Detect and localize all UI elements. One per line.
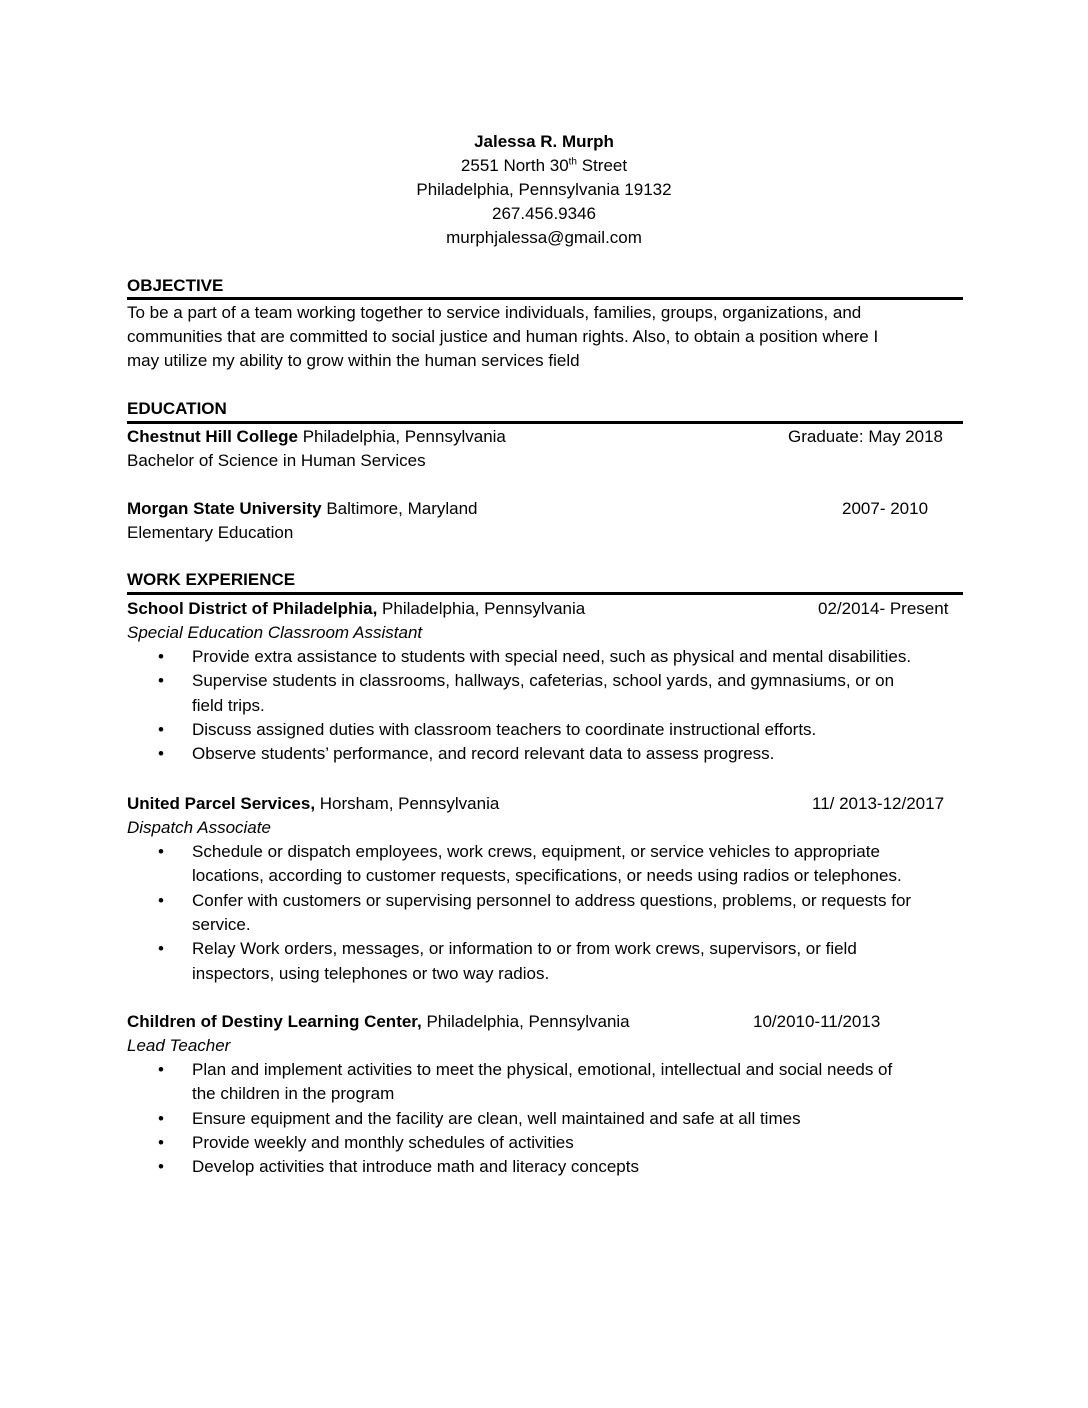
job-duty-line: field trips.: [192, 695, 265, 715]
objective-line: communities that are committed to social justice and human rights. Also, to obtain a position where I: [127, 327, 879, 346]
job-duty-line: Develop activities that introduce math and literacy concepts: [192, 1157, 639, 1177]
email: murphjalessa@gmail.com: [446, 228, 642, 247]
objective-heading: OBJECTIVE: [127, 276, 224, 295]
job-employer-line: [127, 598, 585, 620]
bullet-icon: •: [158, 1157, 164, 1177]
bullet-icon: •: [158, 719, 164, 739]
job-employer-line: [127, 793, 499, 815]
employer-name: Children of Destiny Learning Center,: [127, 1012, 422, 1031]
bullet-icon: •: [158, 671, 164, 691]
bullet-icon: •: [158, 1132, 164, 1152]
bullet-icon: •: [158, 647, 164, 666]
bullet-icon: •: [158, 744, 164, 764]
job-duty-line: Ensure equipment and the facility are clean, well maintained and safe at all times: [192, 1108, 801, 1128]
candidate-name: Jalessa R. Murph: [474, 132, 614, 151]
job-duty-line: Confer with customers or supervising personnel to address questions, problems, or requests for: [192, 890, 912, 910]
employer-location: Horsham, Pennsylvania: [315, 794, 500, 813]
employer-name: United Parcel Services,: [127, 794, 316, 813]
education-degree: Elementary Education: [127, 523, 294, 542]
job-duty-line: Relay Work orders, messages, or information to or from work crews, supervisors, or field: [192, 939, 857, 959]
employer-location: Philadelphia, Pennsylvania: [377, 599, 586, 618]
school-name: Chestnut Hill College: [127, 427, 298, 446]
job-dates: 02/2014- Present: [818, 599, 949, 618]
job-duty-line: Supervise students in classrooms, hallways, cafeterias, school yards, and gymnasiums, or on: [192, 671, 895, 691]
street-address: [0, 155, 1088, 177]
job-duty-line: inspectors, using telephones or two way radios.: [192, 963, 550, 983]
bullet-icon: •: [158, 890, 164, 910]
section-divider: [127, 592, 963, 595]
education-date: 2007- 2010: [842, 499, 929, 518]
section-divider: [127, 421, 963, 424]
job-dates: 11/ 2013-12/2017: [812, 794, 945, 813]
job-duty-line: Plan and implement activities to meet the physical, emotional, intellectual and social needs of: [192, 1060, 893, 1079]
job-duty-line: Discuss assigned duties with classroom teachers to coordinate instructional efforts.: [192, 719, 817, 739]
job-duty-line: Observe students’ performance, and record relevant data to assess progress.: [192, 744, 775, 764]
education-school: [127, 426, 506, 448]
job-duty-line: Schedule or dispatch employees, work crews, equipment, or service vehicles to appropriate: [192, 842, 880, 861]
job-duty-line: the children in the program: [192, 1084, 395, 1104]
objective-line: may utilize my ability to grow within the human services field: [127, 351, 580, 370]
education-degree: Bachelor of Science in Human Services: [127, 451, 426, 470]
street-number: 2551 North 30: [460, 156, 569, 175]
education-heading: EDUCATION: [127, 399, 227, 418]
employer-name: School District of Philadelphia,: [127, 599, 378, 618]
street-name: Street: [577, 156, 628, 175]
job-duty-line: Provide weekly and monthly schedules of activities: [192, 1132, 574, 1152]
city-state-zip: Philadelphia, Pennsylvania 19132: [416, 180, 672, 199]
bullet-icon: •: [158, 939, 164, 959]
job-employer-line: [127, 1011, 630, 1033]
bullet-icon: •: [158, 1108, 164, 1128]
school-name: Morgan State University: [127, 499, 322, 518]
bullet-icon: •: [158, 1060, 164, 1079]
job-duty-line: locations, according to customer requests, specifications, or needs using radios or telephones.: [192, 866, 902, 886]
job-title: Dispatch Associate: [127, 818, 271, 837]
education-school: [127, 498, 478, 520]
employer-location: Philadelphia, Pennsylvania: [421, 1012, 630, 1031]
school-location: Baltimore, Maryland: [321, 499, 478, 518]
objective-line: To be a part of a team working together to service individuals, families, groups, organizations, and: [127, 303, 862, 322]
education-date: Graduate: May 2018: [788, 427, 943, 446]
job-dates: 10/2010-11/2013: [753, 1012, 881, 1031]
school-location: Philadelphia, Pennsylvania: [297, 427, 506, 446]
work-heading: WORK EXPERIENCE: [127, 570, 296, 589]
phone: 267.456.9346: [492, 204, 596, 223]
section-divider: [127, 297, 963, 300]
job-duty-line: service.: [192, 914, 251, 934]
job-duty-line: Provide extra assistance to students with special need, such as physical and mental disabilities.: [192, 647, 912, 666]
ordinal-suffix: th: [568, 156, 577, 168]
job-title: Lead Teacher: [127, 1036, 231, 1055]
job-title: Special Education Classroom Assistant: [127, 623, 423, 642]
bullet-icon: •: [158, 842, 164, 861]
